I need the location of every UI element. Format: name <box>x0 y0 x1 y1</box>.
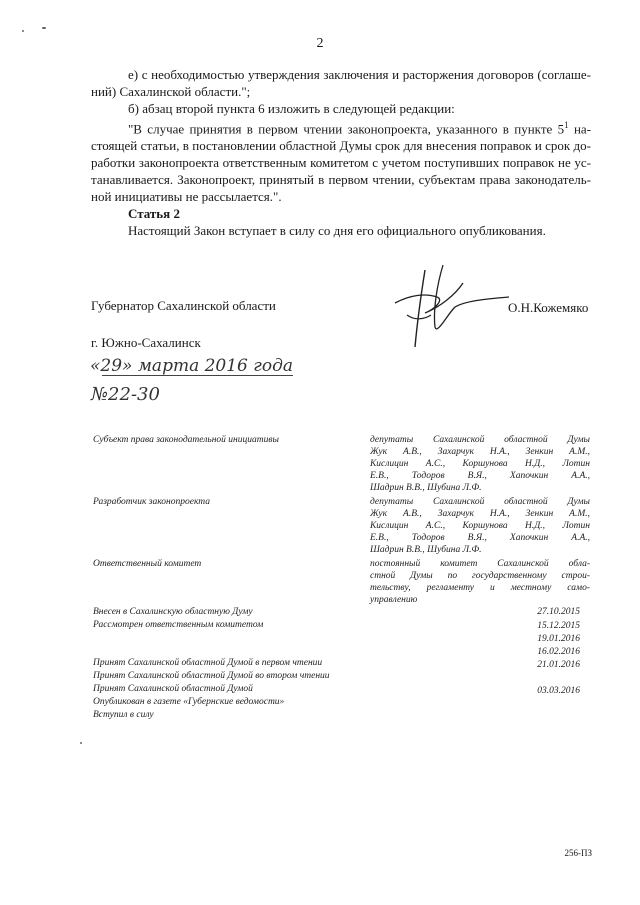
governor-name: О.Н.Кожемяко <box>508 300 589 315</box>
reviewed-date: 15.12.2015 <box>537 621 580 631</box>
adopted-date: 03.03.2016 <box>537 686 580 696</box>
quote-line1-end: на- <box>573 121 592 137</box>
committee-value <box>370 558 590 606</box>
subject-value-line: Кислицин А.С., Коршунова Н.Д., Лотин <box>370 459 590 469</box>
developer-value-line: Шадрин В.В., Шубина Л.Ф. <box>370 545 482 555</box>
amendments-block <box>91 66 591 205</box>
quote-line1 <box>91 117 591 137</box>
subject-label: Субъект права законодательной инициативы <box>93 435 279 445</box>
subject-value-line: депутаты Сахалинской областной Думы <box>370 435 590 445</box>
reviewed-date: 16.02.2016 <box>537 647 580 657</box>
developer-value-line: депутаты Сахалинской областной Думы <box>370 497 590 507</box>
city: г. Южно-Сахалинск <box>91 335 201 350</box>
quote-line3: работки законопроекта ответственным комитетом с учетом поступивших поправок не ус- <box>91 155 591 171</box>
committee-value-line: управлению <box>370 595 418 605</box>
first-reading-date: 21.01.2016 <box>537 660 580 670</box>
submitted-date: 27.10.2015 <box>537 607 580 617</box>
scan-speck <box>42 27 46 29</box>
quote-line2: стоящей статьи, в постановлении областной Думы срок для внесения поправок и срок до- <box>91 138 591 154</box>
quote-line1-superscript: 1 <box>564 120 569 130</box>
page-number: 2 <box>316 36 324 51</box>
developer-label: Разработчик законопроекта <box>93 497 211 507</box>
second-reading-label: Принят Сахалинской областной Думой во втором чтении <box>93 671 330 681</box>
first-reading-label: Принят Сахалинской областной Думой в первом чтении <box>93 658 323 668</box>
committee-label: Ответственный комитет <box>93 559 202 569</box>
committee-value-line: тельству, регламенту и местному само- <box>370 583 590 593</box>
item-e-line2: ний) Сахалинской области."; <box>91 84 251 99</box>
article-2-heading: Статья 2 <box>128 206 180 221</box>
document-code: 256-ПЗ <box>564 848 592 858</box>
developer-value-line: Жук А.В., Захарчук Н.А., Зенкин А.М., <box>370 509 590 519</box>
adopted-label: Принят Сахалинской областной Думой <box>93 684 253 694</box>
reviewed-label: Рассмотрен ответственным комитетом <box>93 620 264 630</box>
governor-title: Губернатор Сахалинской области <box>91 298 276 313</box>
committee-value-line: стной Думы по государственному строи- <box>370 571 590 581</box>
handwritten-number: №22-30 <box>91 384 160 405</box>
quote-line5: ной инициативы не рассылается.". <box>91 189 282 205</box>
scan-speck <box>80 742 82 744</box>
published-label: Опубликован в газете «Губернские ведомости» <box>93 697 285 707</box>
article-2-text: Настоящий Закон вступает в силу со дня его официального опубликования. <box>128 223 546 238</box>
article-2 <box>91 205 591 239</box>
item-b: б) абзац второй пункта 6 изложить в следующей редакции: <box>128 101 455 116</box>
handwritten-date <box>90 356 293 376</box>
handwritten-date-text: «29» марта 2016 года <box>90 356 294 376</box>
submitted-label: Внесен в Сахалинскую областную Думу <box>93 607 253 617</box>
reviewed-date: 19.01.2016 <box>537 634 580 644</box>
developer-value-line: Кислицин А.С., Коршунова Н.Д., Лотин <box>370 521 590 531</box>
committee-value-line: постоянный комитет Сахалинской обла- <box>370 559 590 569</box>
quote-line4: танавливается. Законопроект, принятый в первом чтении, субъектам права законодатель- <box>91 172 591 188</box>
quote-line1-text: "В случае принятия в первом чтении законопроекта, указанного в пункте 5 <box>128 121 565 137</box>
subject-value <box>370 434 590 494</box>
scan-speck <box>22 30 24 32</box>
subject-value-line: Жук А.В., Захарчук Н.А., Зенкин А.М., <box>370 447 590 457</box>
developer-value-line: Е.В., Тодоров В.Я., Хапочкин А.А., <box>370 533 590 543</box>
handwritten-signature <box>385 255 515 355</box>
item-e-line1: е) с необходимостью утверждения заключения и расторжения договоров (соглаше- <box>128 67 591 82</box>
effective-label: Вступил в силу <box>93 710 154 720</box>
subject-value-line: Шадрин В.В., Шубина Л.Ф. <box>370 483 482 493</box>
developer-value <box>370 496 590 556</box>
date-underline <box>102 375 293 376</box>
subject-value-line: Е.В., Тодоров В.Я., Хапочкин А.А., <box>370 471 590 481</box>
